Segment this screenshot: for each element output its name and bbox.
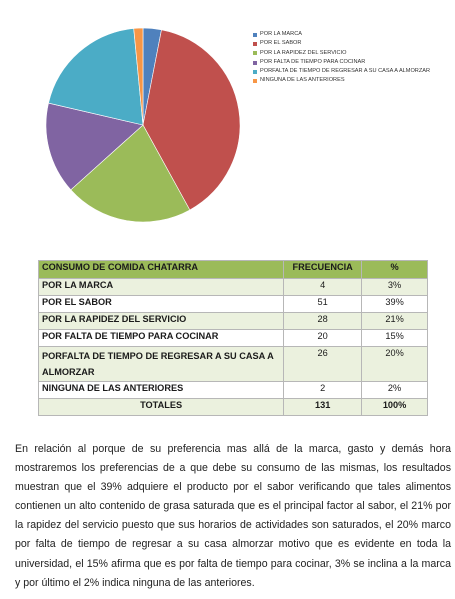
row-frequency: 20	[284, 330, 362, 347]
totals-percent: 100%	[362, 399, 428, 416]
table-header-row	[39, 261, 428, 279]
row-frequency: 26	[284, 347, 362, 382]
legend-swatch	[253, 70, 257, 74]
table-totals-row	[39, 399, 428, 416]
row-frequency: 51	[284, 296, 362, 313]
legend-label: POR EL SABOR	[260, 40, 302, 47]
body-paragraph: En relación al porque de su preferencia mas allá de la marca, gasto y demás hora mostraremos los preferencias de a que debe su consumo de las mismas, los resultados muestran que el 39% adquiere el producto por el sabor verificando que tales alimentos contienen un alto contenido de grasa saturada que es el principal factor al sabor, el 21% por la rapidez del servicio puesto que sus horarios de actividades son saturados, el 20% marco por falta de tiempo de regresar a su casa almorzar motivo que es evidente en toda la universidad, el 15% afirma que es por falta de tiempo para cocinar, 3% se inclina a la marca y por último el 2% indica ninguna de las anteriores.	[15, 443, 451, 589]
header-percent: %	[362, 261, 428, 279]
legend-swatch	[253, 79, 257, 83]
row-label: PORFALTA DE TIEMPO DE REGRESAR A SU CASA A ALMORZAR	[39, 347, 284, 382]
legend-item	[253, 30, 430, 39]
header-frequency: FRECUENCIA	[284, 261, 362, 279]
legend-label: POR LA MARCA	[260, 31, 302, 37]
legend-label: POR LA RAPIDEZ DEL SERVICIO	[260, 49, 347, 56]
legend-label: NINGUNA DE LAS ANTERIORES	[260, 77, 345, 84]
legend-item	[253, 67, 430, 76]
totals-label: TOTALES	[39, 399, 284, 416]
table-row	[39, 330, 428, 347]
row-percent: 21%	[362, 313, 428, 330]
legend-item	[253, 76, 430, 85]
row-label: POR FALTA DE TIEMPO PARA COCINAR	[39, 330, 284, 347]
consumption-table	[38, 260, 428, 416]
chart-legend	[253, 30, 430, 86]
row-percent: 15%	[362, 330, 428, 347]
table-row	[39, 382, 428, 399]
legend-item	[253, 58, 430, 67]
row-label: POR LA MARCA	[39, 279, 284, 296]
row-frequency: 28	[284, 313, 362, 330]
legend-swatch	[253, 42, 257, 46]
row-label: POR LA RAPIDEZ DEL SERVICIO	[39, 313, 284, 330]
header-category: CONSUMO DE COMIDA CHATARRA	[39, 261, 284, 279]
row-label: POR EL SABOR	[39, 296, 284, 313]
row-percent: 2%	[362, 382, 428, 399]
table-row	[39, 347, 428, 382]
totals-frequency: 131	[284, 399, 362, 416]
row-frequency: 2	[284, 382, 362, 399]
legend-swatch	[253, 51, 257, 55]
legend-swatch	[253, 33, 257, 37]
legend-item	[253, 39, 430, 48]
row-percent: 39%	[362, 296, 428, 313]
legend-swatch	[253, 61, 257, 65]
pie-chart	[0, 0, 250, 235]
legend-item	[253, 49, 430, 58]
row-label: NINGUNA DE LAS ANTERIORES	[39, 382, 284, 399]
table-row	[39, 296, 428, 313]
legend-label: POR FALTA DE TIEMPO PARA COCINAR	[260, 58, 366, 65]
legend-label: PORFALTA DE TIEMPO DE REGRESAR A SU CASA A ALMORZAR	[260, 68, 431, 75]
row-percent: 3%	[362, 279, 428, 296]
row-percent: 20%	[362, 347, 428, 382]
table-row	[39, 313, 428, 330]
row-frequency: 4	[284, 279, 362, 296]
table-row	[39, 279, 428, 296]
